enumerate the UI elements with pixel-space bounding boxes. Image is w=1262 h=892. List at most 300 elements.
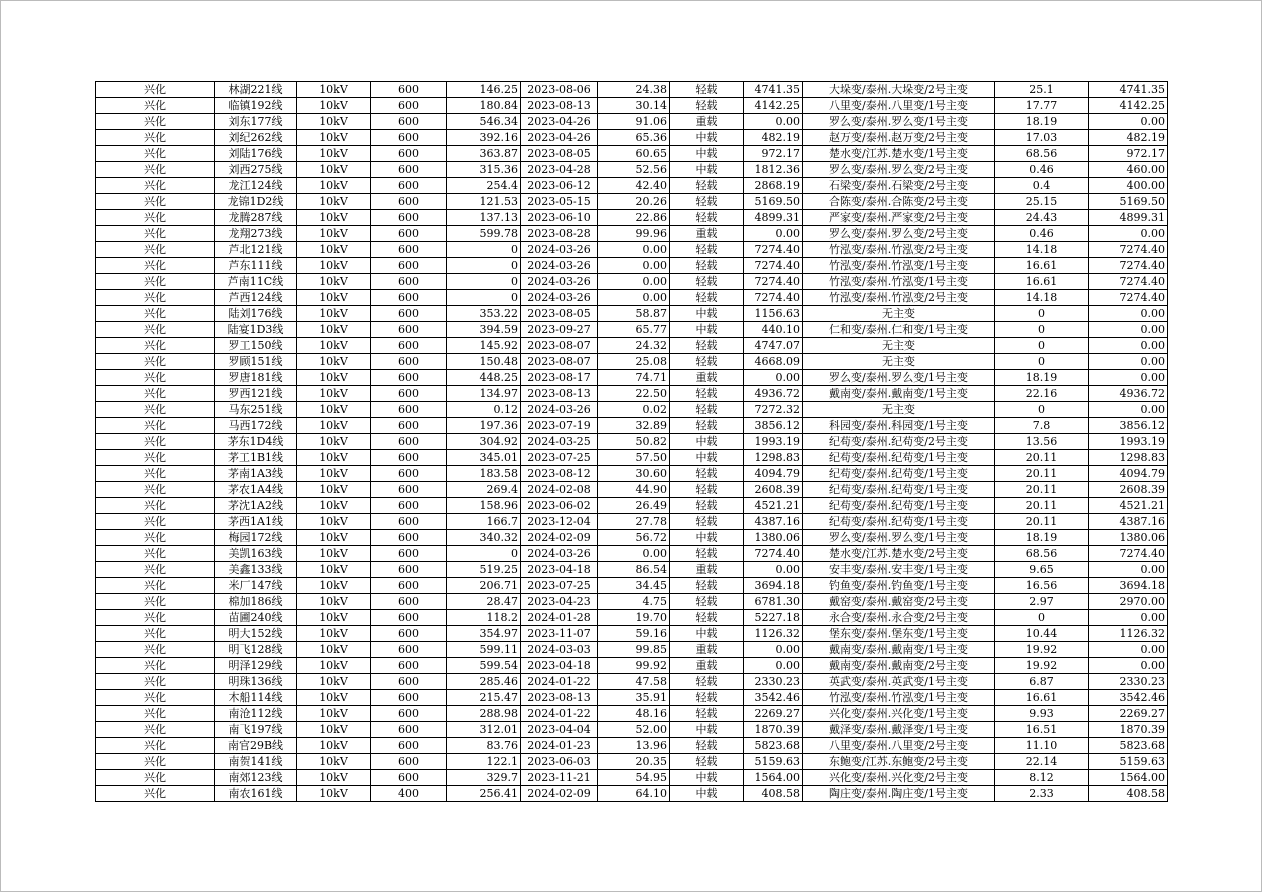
max-load-cell: 28.47 xyxy=(447,594,521,610)
table-row xyxy=(96,546,1168,562)
available-capacity-cell: 972.17 xyxy=(744,146,803,162)
line-name-cell: 明泽129线 xyxy=(215,658,297,674)
line-name-cell: 南贺141线 xyxy=(215,754,297,770)
max-load-cell: 340.32 xyxy=(447,530,521,546)
max-load-date-cell: 2023-04-18 xyxy=(521,562,598,578)
line-name-cell: 龙翔273线 xyxy=(215,226,297,242)
max-load-date-cell: 2024-01-28 xyxy=(521,610,598,626)
available-capacity-cell: 5169.50 xyxy=(744,194,803,210)
district-cell: 兴化 xyxy=(96,658,215,674)
max-load-date-cell: 2023-04-23 xyxy=(521,594,598,610)
voltage-cell: 10kV xyxy=(297,194,371,210)
main-transformer-cell: 戴窑变/泰州.戴窑变/2号主变 xyxy=(803,594,995,610)
line-name-cell: 马西172线 xyxy=(215,418,297,434)
max-load-cell: 288.98 xyxy=(447,706,521,722)
load-rate-cell: 35.91 xyxy=(598,690,670,706)
load-status-cell: 轻载 xyxy=(670,706,744,722)
district-cell: 兴化 xyxy=(96,98,215,114)
available-capacity-cell: 1564.00 xyxy=(744,770,803,786)
load-rate-cell: 0.00 xyxy=(598,290,670,306)
load-rate-cell: 99.85 xyxy=(598,642,670,658)
district-cell: 兴化 xyxy=(96,130,215,146)
max-load-date-cell: 2024-02-09 xyxy=(521,786,598,802)
rated-capacity-cell: 600 xyxy=(371,642,447,658)
main-transformer-cell: 八里变/泰州.八里变/1号主变 xyxy=(803,98,995,114)
main-transformer-cell: 纪苟变/泰州.纪苟变/1号主变 xyxy=(803,498,995,514)
table-row xyxy=(96,738,1168,754)
load-rate-cell: 60.65 xyxy=(598,146,670,162)
voltage-cell: 10kV xyxy=(297,546,371,562)
max-load-date-cell: 2024-03-26 xyxy=(521,546,598,562)
line-name-cell: 茅南1A3线 xyxy=(215,466,297,482)
voltage-cell: 10kV xyxy=(297,434,371,450)
load-rate-cell: 24.32 xyxy=(598,338,670,354)
transformer-load-rate-cell: 20.11 xyxy=(995,482,1089,498)
rated-capacity-cell: 600 xyxy=(371,226,447,242)
max-load-date-cell: 2023-04-26 xyxy=(521,130,598,146)
load-status-cell: 中载 xyxy=(670,626,744,642)
main-transformer-cell: 罗么变/泰州.罗么变/1号主变 xyxy=(803,114,995,130)
transformer-load-rate-cell: 16.61 xyxy=(995,258,1089,274)
load-status-cell: 轻载 xyxy=(670,258,744,274)
load-status-cell: 轻载 xyxy=(670,514,744,530)
transformer-load-rate-cell: 0 xyxy=(995,338,1089,354)
max-load-cell: 0 xyxy=(447,274,521,290)
available-capacity-cell: 408.58 xyxy=(744,786,803,802)
max-load-date-cell: 2023-11-21 xyxy=(521,770,598,786)
load-rate-cell: 99.92 xyxy=(598,658,670,674)
load-status-cell: 轻载 xyxy=(670,498,744,514)
transformer-load-rate-cell: 68.56 xyxy=(995,146,1089,162)
available-capacity-cell: 4094.79 xyxy=(744,466,803,482)
available-capacity-cell: 4741.35 xyxy=(744,82,803,98)
load-status-cell: 轻载 xyxy=(670,338,744,354)
available-capacity-cell: 440.10 xyxy=(744,322,803,338)
data-table xyxy=(95,81,1168,802)
table-row xyxy=(96,754,1168,770)
voltage-cell: 10kV xyxy=(297,626,371,642)
transformer-available-capacity-cell: 2330.23 xyxy=(1089,674,1168,690)
table-row xyxy=(96,626,1168,642)
load-status-cell: 中载 xyxy=(670,434,744,450)
transformer-load-rate-cell: 18.19 xyxy=(995,114,1089,130)
voltage-cell: 10kV xyxy=(297,354,371,370)
line-name-cell: 米厂147线 xyxy=(215,578,297,594)
district-cell: 兴化 xyxy=(96,146,215,162)
load-status-cell: 轻载 xyxy=(670,242,744,258)
main-transformer-cell: 安丰变/泰州.安丰变/1号主变 xyxy=(803,562,995,578)
max-load-date-cell: 2023-05-15 xyxy=(521,194,598,210)
line-name-cell: 美凯163线 xyxy=(215,546,297,562)
max-load-date-cell: 2024-01-23 xyxy=(521,738,598,754)
district-cell: 兴化 xyxy=(96,514,215,530)
available-capacity-cell: 7274.40 xyxy=(744,242,803,258)
table-row xyxy=(96,370,1168,386)
transformer-available-capacity-cell: 0.00 xyxy=(1089,562,1168,578)
rated-capacity-cell: 600 xyxy=(371,354,447,370)
load-status-cell: 轻载 xyxy=(670,594,744,610)
rated-capacity-cell: 600 xyxy=(371,706,447,722)
rated-capacity-cell: 600 xyxy=(371,450,447,466)
district-cell: 兴化 xyxy=(96,322,215,338)
load-status-cell: 轻载 xyxy=(670,674,744,690)
district-cell: 兴化 xyxy=(96,386,215,402)
available-capacity-cell: 7272.32 xyxy=(744,402,803,418)
max-load-date-cell: 2023-07-19 xyxy=(521,418,598,434)
line-name-cell: 刘纪262线 xyxy=(215,130,297,146)
main-transformer-cell: 仁和变/泰州.仁和变/1号主变 xyxy=(803,322,995,338)
load-rate-cell: 44.90 xyxy=(598,482,670,498)
load-rate-cell: 52.00 xyxy=(598,722,670,738)
load-status-cell: 轻载 xyxy=(670,610,744,626)
table-row xyxy=(96,322,1168,338)
main-transformer-cell: 合陈变/泰州.合陈变/2号主变 xyxy=(803,194,995,210)
voltage-cell: 10kV xyxy=(297,386,371,402)
main-transformer-cell: 无主变 xyxy=(803,306,995,322)
load-status-cell: 中载 xyxy=(670,450,744,466)
main-transformer-cell: 戴南变/泰州.戴南变/1号主变 xyxy=(803,642,995,658)
line-name-cell: 临镇192线 xyxy=(215,98,297,114)
transformer-available-capacity-cell: 3694.18 xyxy=(1089,578,1168,594)
table-row xyxy=(96,130,1168,146)
main-transformer-cell: 纪苟变/泰州.纪苟变/1号主变 xyxy=(803,482,995,498)
max-load-date-cell: 2024-02-08 xyxy=(521,482,598,498)
rated-capacity-cell: 600 xyxy=(371,674,447,690)
district-cell: 兴化 xyxy=(96,82,215,98)
main-transformer-cell: 钓鱼变/泰州.钓鱼变/1号主变 xyxy=(803,578,995,594)
line-name-cell: 刘西275线 xyxy=(215,162,297,178)
voltage-cell: 10kV xyxy=(297,498,371,514)
table-row xyxy=(96,722,1168,738)
district-cell: 兴化 xyxy=(96,578,215,594)
district-cell: 兴化 xyxy=(96,786,215,802)
voltage-cell: 10kV xyxy=(297,514,371,530)
transformer-available-capacity-cell: 0.00 xyxy=(1089,658,1168,674)
voltage-cell: 10kV xyxy=(297,226,371,242)
district-cell: 兴化 xyxy=(96,370,215,386)
max-load-cell: 180.84 xyxy=(447,98,521,114)
max-load-cell: 166.7 xyxy=(447,514,521,530)
district-cell: 兴化 xyxy=(96,274,215,290)
max-load-cell: 206.71 xyxy=(447,578,521,594)
transformer-load-rate-cell: 20.11 xyxy=(995,498,1089,514)
district-cell: 兴化 xyxy=(96,482,215,498)
district-cell: 兴化 xyxy=(96,450,215,466)
transformer-available-capacity-cell: 0.00 xyxy=(1089,114,1168,130)
transformer-available-capacity-cell: 4094.79 xyxy=(1089,466,1168,482)
district-cell: 兴化 xyxy=(96,546,215,562)
transformer-load-rate-cell: 2.97 xyxy=(995,594,1089,610)
load-status-cell: 重载 xyxy=(670,642,744,658)
voltage-cell: 10kV xyxy=(297,466,371,482)
transformer-available-capacity-cell: 408.58 xyxy=(1089,786,1168,802)
load-rate-cell: 25.08 xyxy=(598,354,670,370)
load-status-cell: 中载 xyxy=(670,530,744,546)
load-rate-cell: 20.26 xyxy=(598,194,670,210)
voltage-cell: 10kV xyxy=(297,594,371,610)
voltage-cell: 10kV xyxy=(297,162,371,178)
max-load-cell: 448.25 xyxy=(447,370,521,386)
available-capacity-cell: 2269.27 xyxy=(744,706,803,722)
load-rate-cell: 34.45 xyxy=(598,578,670,594)
max-load-cell: 145.92 xyxy=(447,338,521,354)
max-load-cell: 215.47 xyxy=(447,690,521,706)
transformer-load-rate-cell: 0.4 xyxy=(995,178,1089,194)
main-transformer-cell: 戴南变/泰州.戴南变/1号主变 xyxy=(803,386,995,402)
rated-capacity-cell: 600 xyxy=(371,130,447,146)
transformer-load-rate-cell: 22.16 xyxy=(995,386,1089,402)
max-load-date-cell: 2024-01-22 xyxy=(521,674,598,690)
transformer-load-rate-cell: 9.65 xyxy=(995,562,1089,578)
rated-capacity-cell: 600 xyxy=(371,482,447,498)
transformer-load-rate-cell: 19.92 xyxy=(995,642,1089,658)
max-load-date-cell: 2024-03-26 xyxy=(521,258,598,274)
table-row xyxy=(96,674,1168,690)
available-capacity-cell: 0.00 xyxy=(744,226,803,242)
max-load-date-cell: 2023-11-07 xyxy=(521,626,598,642)
district-cell: 兴化 xyxy=(96,722,215,738)
rated-capacity-cell: 600 xyxy=(371,770,447,786)
max-load-cell: 354.97 xyxy=(447,626,521,642)
available-capacity-cell: 1126.32 xyxy=(744,626,803,642)
max-load-date-cell: 2024-01-22 xyxy=(521,706,598,722)
voltage-cell: 10kV xyxy=(297,306,371,322)
load-rate-cell: 22.86 xyxy=(598,210,670,226)
load-rate-cell: 47.58 xyxy=(598,674,670,690)
line-name-cell: 茅东1D4线 xyxy=(215,434,297,450)
table-row xyxy=(96,98,1168,114)
available-capacity-cell: 1812.36 xyxy=(744,162,803,178)
rated-capacity-cell: 600 xyxy=(371,98,447,114)
transformer-load-rate-cell: 10.44 xyxy=(995,626,1089,642)
district-cell: 兴化 xyxy=(96,530,215,546)
load-rate-cell: 86.54 xyxy=(598,562,670,578)
rated-capacity-cell: 600 xyxy=(371,466,447,482)
available-capacity-cell: 5823.68 xyxy=(744,738,803,754)
load-rate-cell: 20.35 xyxy=(598,754,670,770)
available-capacity-cell: 0.00 xyxy=(744,370,803,386)
max-load-date-cell: 2023-08-12 xyxy=(521,466,598,482)
district-cell: 兴化 xyxy=(96,626,215,642)
district-cell: 兴化 xyxy=(96,242,215,258)
transformer-available-capacity-cell: 0.00 xyxy=(1089,642,1168,658)
load-status-cell: 轻载 xyxy=(670,578,744,594)
voltage-cell: 10kV xyxy=(297,738,371,754)
max-load-cell: 0 xyxy=(447,546,521,562)
voltage-cell: 10kV xyxy=(297,178,371,194)
transformer-available-capacity-cell: 0.00 xyxy=(1089,322,1168,338)
rated-capacity-cell: 600 xyxy=(371,578,447,594)
main-transformer-cell: 东鲍变/江苏.东鲍变/2号主变 xyxy=(803,754,995,770)
line-name-cell: 茅农1A4线 xyxy=(215,482,297,498)
transformer-load-rate-cell: 0 xyxy=(995,354,1089,370)
table-row xyxy=(96,306,1168,322)
voltage-cell: 10kV xyxy=(297,322,371,338)
table-row xyxy=(96,658,1168,674)
district-cell: 兴化 xyxy=(96,610,215,626)
transformer-available-capacity-cell: 2970.00 xyxy=(1089,594,1168,610)
max-load-date-cell: 2023-08-06 xyxy=(521,82,598,98)
load-rate-cell: 42.40 xyxy=(598,178,670,194)
main-transformer-cell: 陶庄变/泰州.陶庄变/1号主变 xyxy=(803,786,995,802)
line-name-cell: 罗西121线 xyxy=(215,386,297,402)
table-row xyxy=(96,578,1168,594)
main-transformer-cell: 竹泓变/泰州.竹泓变/1号主变 xyxy=(803,274,995,290)
transformer-load-rate-cell: 0 xyxy=(995,306,1089,322)
main-transformer-cell: 竹泓变/泰州.竹泓变/1号主变 xyxy=(803,690,995,706)
line-name-cell: 刘陆176线 xyxy=(215,146,297,162)
line-name-cell: 苗圃240线 xyxy=(215,610,297,626)
table-row xyxy=(96,162,1168,178)
line-name-cell: 芦西124线 xyxy=(215,290,297,306)
rated-capacity-cell: 600 xyxy=(371,322,447,338)
max-load-date-cell: 2024-03-26 xyxy=(521,402,598,418)
transformer-available-capacity-cell: 0.00 xyxy=(1089,610,1168,626)
district-cell: 兴化 xyxy=(96,338,215,354)
main-transformer-cell: 科园变/泰州.科园变/1号主变 xyxy=(803,418,995,434)
main-transformer-cell: 英武变/泰州.英武变/1号主变 xyxy=(803,674,995,690)
available-capacity-cell: 1870.39 xyxy=(744,722,803,738)
rated-capacity-cell: 600 xyxy=(371,738,447,754)
rated-capacity-cell: 600 xyxy=(371,418,447,434)
district-cell: 兴化 xyxy=(96,562,215,578)
available-capacity-cell: 2868.19 xyxy=(744,178,803,194)
voltage-cell: 10kV xyxy=(297,674,371,690)
line-name-cell: 南官29B线 xyxy=(215,738,297,754)
table-row xyxy=(96,178,1168,194)
transformer-load-rate-cell: 2.33 xyxy=(995,786,1089,802)
max-load-cell: 599.78 xyxy=(447,226,521,242)
load-rate-cell: 13.96 xyxy=(598,738,670,754)
line-name-cell: 林湖221线 xyxy=(215,82,297,98)
transformer-load-rate-cell: 0 xyxy=(995,322,1089,338)
rated-capacity-cell: 600 xyxy=(371,242,447,258)
line-name-cell: 马东251线 xyxy=(215,402,297,418)
max-load-cell: 0 xyxy=(447,242,521,258)
max-load-date-cell: 2023-04-28 xyxy=(521,162,598,178)
transformer-load-rate-cell: 20.11 xyxy=(995,514,1089,530)
line-name-cell: 南农161线 xyxy=(215,786,297,802)
load-status-cell: 轻载 xyxy=(670,194,744,210)
line-name-cell: 南飞197线 xyxy=(215,722,297,738)
load-status-cell: 轻载 xyxy=(670,418,744,434)
district-cell: 兴化 xyxy=(96,114,215,130)
max-load-date-cell: 2023-07-25 xyxy=(521,578,598,594)
rated-capacity-cell: 600 xyxy=(371,514,447,530)
max-load-cell: 183.58 xyxy=(447,466,521,482)
district-cell: 兴化 xyxy=(96,642,215,658)
voltage-cell: 10kV xyxy=(297,338,371,354)
table-row xyxy=(96,450,1168,466)
voltage-cell: 10kV xyxy=(297,482,371,498)
max-load-cell: 315.36 xyxy=(447,162,521,178)
table-row xyxy=(96,642,1168,658)
district-cell: 兴化 xyxy=(96,226,215,242)
voltage-cell: 10kV xyxy=(297,82,371,98)
main-transformer-cell: 戴南变/泰州.戴南变/2号主变 xyxy=(803,658,995,674)
main-transformer-cell: 八里变/泰州.八里变/2号主变 xyxy=(803,738,995,754)
load-rate-cell: 91.06 xyxy=(598,114,670,130)
transformer-load-rate-cell: 25.1 xyxy=(995,82,1089,98)
load-rate-cell: 48.16 xyxy=(598,706,670,722)
transformer-available-capacity-cell: 4387.16 xyxy=(1089,514,1168,530)
max-load-date-cell: 2023-08-13 xyxy=(521,690,598,706)
available-capacity-cell: 5159.63 xyxy=(744,754,803,770)
transformer-load-rate-cell: 16.61 xyxy=(995,274,1089,290)
line-name-cell: 芦南11C线 xyxy=(215,274,297,290)
main-transformer-cell: 纪苟变/泰州.纪苟变/2号主变 xyxy=(803,434,995,450)
table-row xyxy=(96,418,1168,434)
transformer-load-rate-cell: 7.8 xyxy=(995,418,1089,434)
transformer-load-rate-cell: 14.18 xyxy=(995,290,1089,306)
load-rate-cell: 56.72 xyxy=(598,530,670,546)
max-load-cell: 146.25 xyxy=(447,82,521,98)
load-status-cell: 轻载 xyxy=(670,466,744,482)
load-rate-cell: 32.89 xyxy=(598,418,670,434)
transformer-available-capacity-cell: 2269.27 xyxy=(1089,706,1168,722)
available-capacity-cell: 6781.30 xyxy=(744,594,803,610)
district-cell: 兴化 xyxy=(96,674,215,690)
transformer-load-rate-cell: 22.14 xyxy=(995,754,1089,770)
transformer-available-capacity-cell: 1298.83 xyxy=(1089,450,1168,466)
table-row xyxy=(96,242,1168,258)
district-cell: 兴化 xyxy=(96,210,215,226)
available-capacity-cell: 3694.18 xyxy=(744,578,803,594)
main-transformer-cell: 竹泓变/泰州.竹泓变/2号主变 xyxy=(803,290,995,306)
main-transformer-cell: 罗么变/泰州.罗么变/2号主变 xyxy=(803,226,995,242)
max-load-cell: 0 xyxy=(447,290,521,306)
available-capacity-cell: 1993.19 xyxy=(744,434,803,450)
voltage-cell: 10kV xyxy=(297,402,371,418)
load-rate-cell: 64.10 xyxy=(598,786,670,802)
load-status-cell: 重载 xyxy=(670,226,744,242)
transformer-available-capacity-cell: 460.00 xyxy=(1089,162,1168,178)
table-row xyxy=(96,114,1168,130)
max-load-date-cell: 2023-06-02 xyxy=(521,498,598,514)
voltage-cell: 10kV xyxy=(297,242,371,258)
district-cell: 兴化 xyxy=(96,194,215,210)
line-name-cell: 美鑫133线 xyxy=(215,562,297,578)
max-load-date-cell: 2023-07-25 xyxy=(521,450,598,466)
load-status-cell: 中载 xyxy=(670,722,744,738)
max-load-cell: 150.48 xyxy=(447,354,521,370)
rated-capacity-cell: 600 xyxy=(371,386,447,402)
available-capacity-cell: 7274.40 xyxy=(744,546,803,562)
transformer-load-rate-cell: 0 xyxy=(995,610,1089,626)
district-cell: 兴化 xyxy=(96,258,215,274)
max-load-date-cell: 2023-04-18 xyxy=(521,658,598,674)
main-transformer-cell: 石梁变/泰州.石梁变/2号主变 xyxy=(803,178,995,194)
table-row xyxy=(96,530,1168,546)
load-status-cell: 重载 xyxy=(670,658,744,674)
district-cell: 兴化 xyxy=(96,738,215,754)
transformer-load-rate-cell: 16.51 xyxy=(995,722,1089,738)
transformer-load-rate-cell: 20.11 xyxy=(995,466,1089,482)
available-capacity-cell: 4521.21 xyxy=(744,498,803,514)
available-capacity-cell: 3542.46 xyxy=(744,690,803,706)
table-row xyxy=(96,770,1168,786)
max-load-cell: 197.36 xyxy=(447,418,521,434)
district-cell: 兴化 xyxy=(96,306,215,322)
rated-capacity-cell: 400 xyxy=(371,786,447,802)
voltage-cell: 10kV xyxy=(297,450,371,466)
line-name-cell: 木船114线 xyxy=(215,690,297,706)
load-status-cell: 中载 xyxy=(670,130,744,146)
line-name-cell: 茅沈1A2线 xyxy=(215,498,297,514)
voltage-cell: 10kV xyxy=(297,418,371,434)
main-transformer-cell: 赵万变/泰州.赵万变/2号主变 xyxy=(803,130,995,146)
load-rate-cell: 57.50 xyxy=(598,450,670,466)
